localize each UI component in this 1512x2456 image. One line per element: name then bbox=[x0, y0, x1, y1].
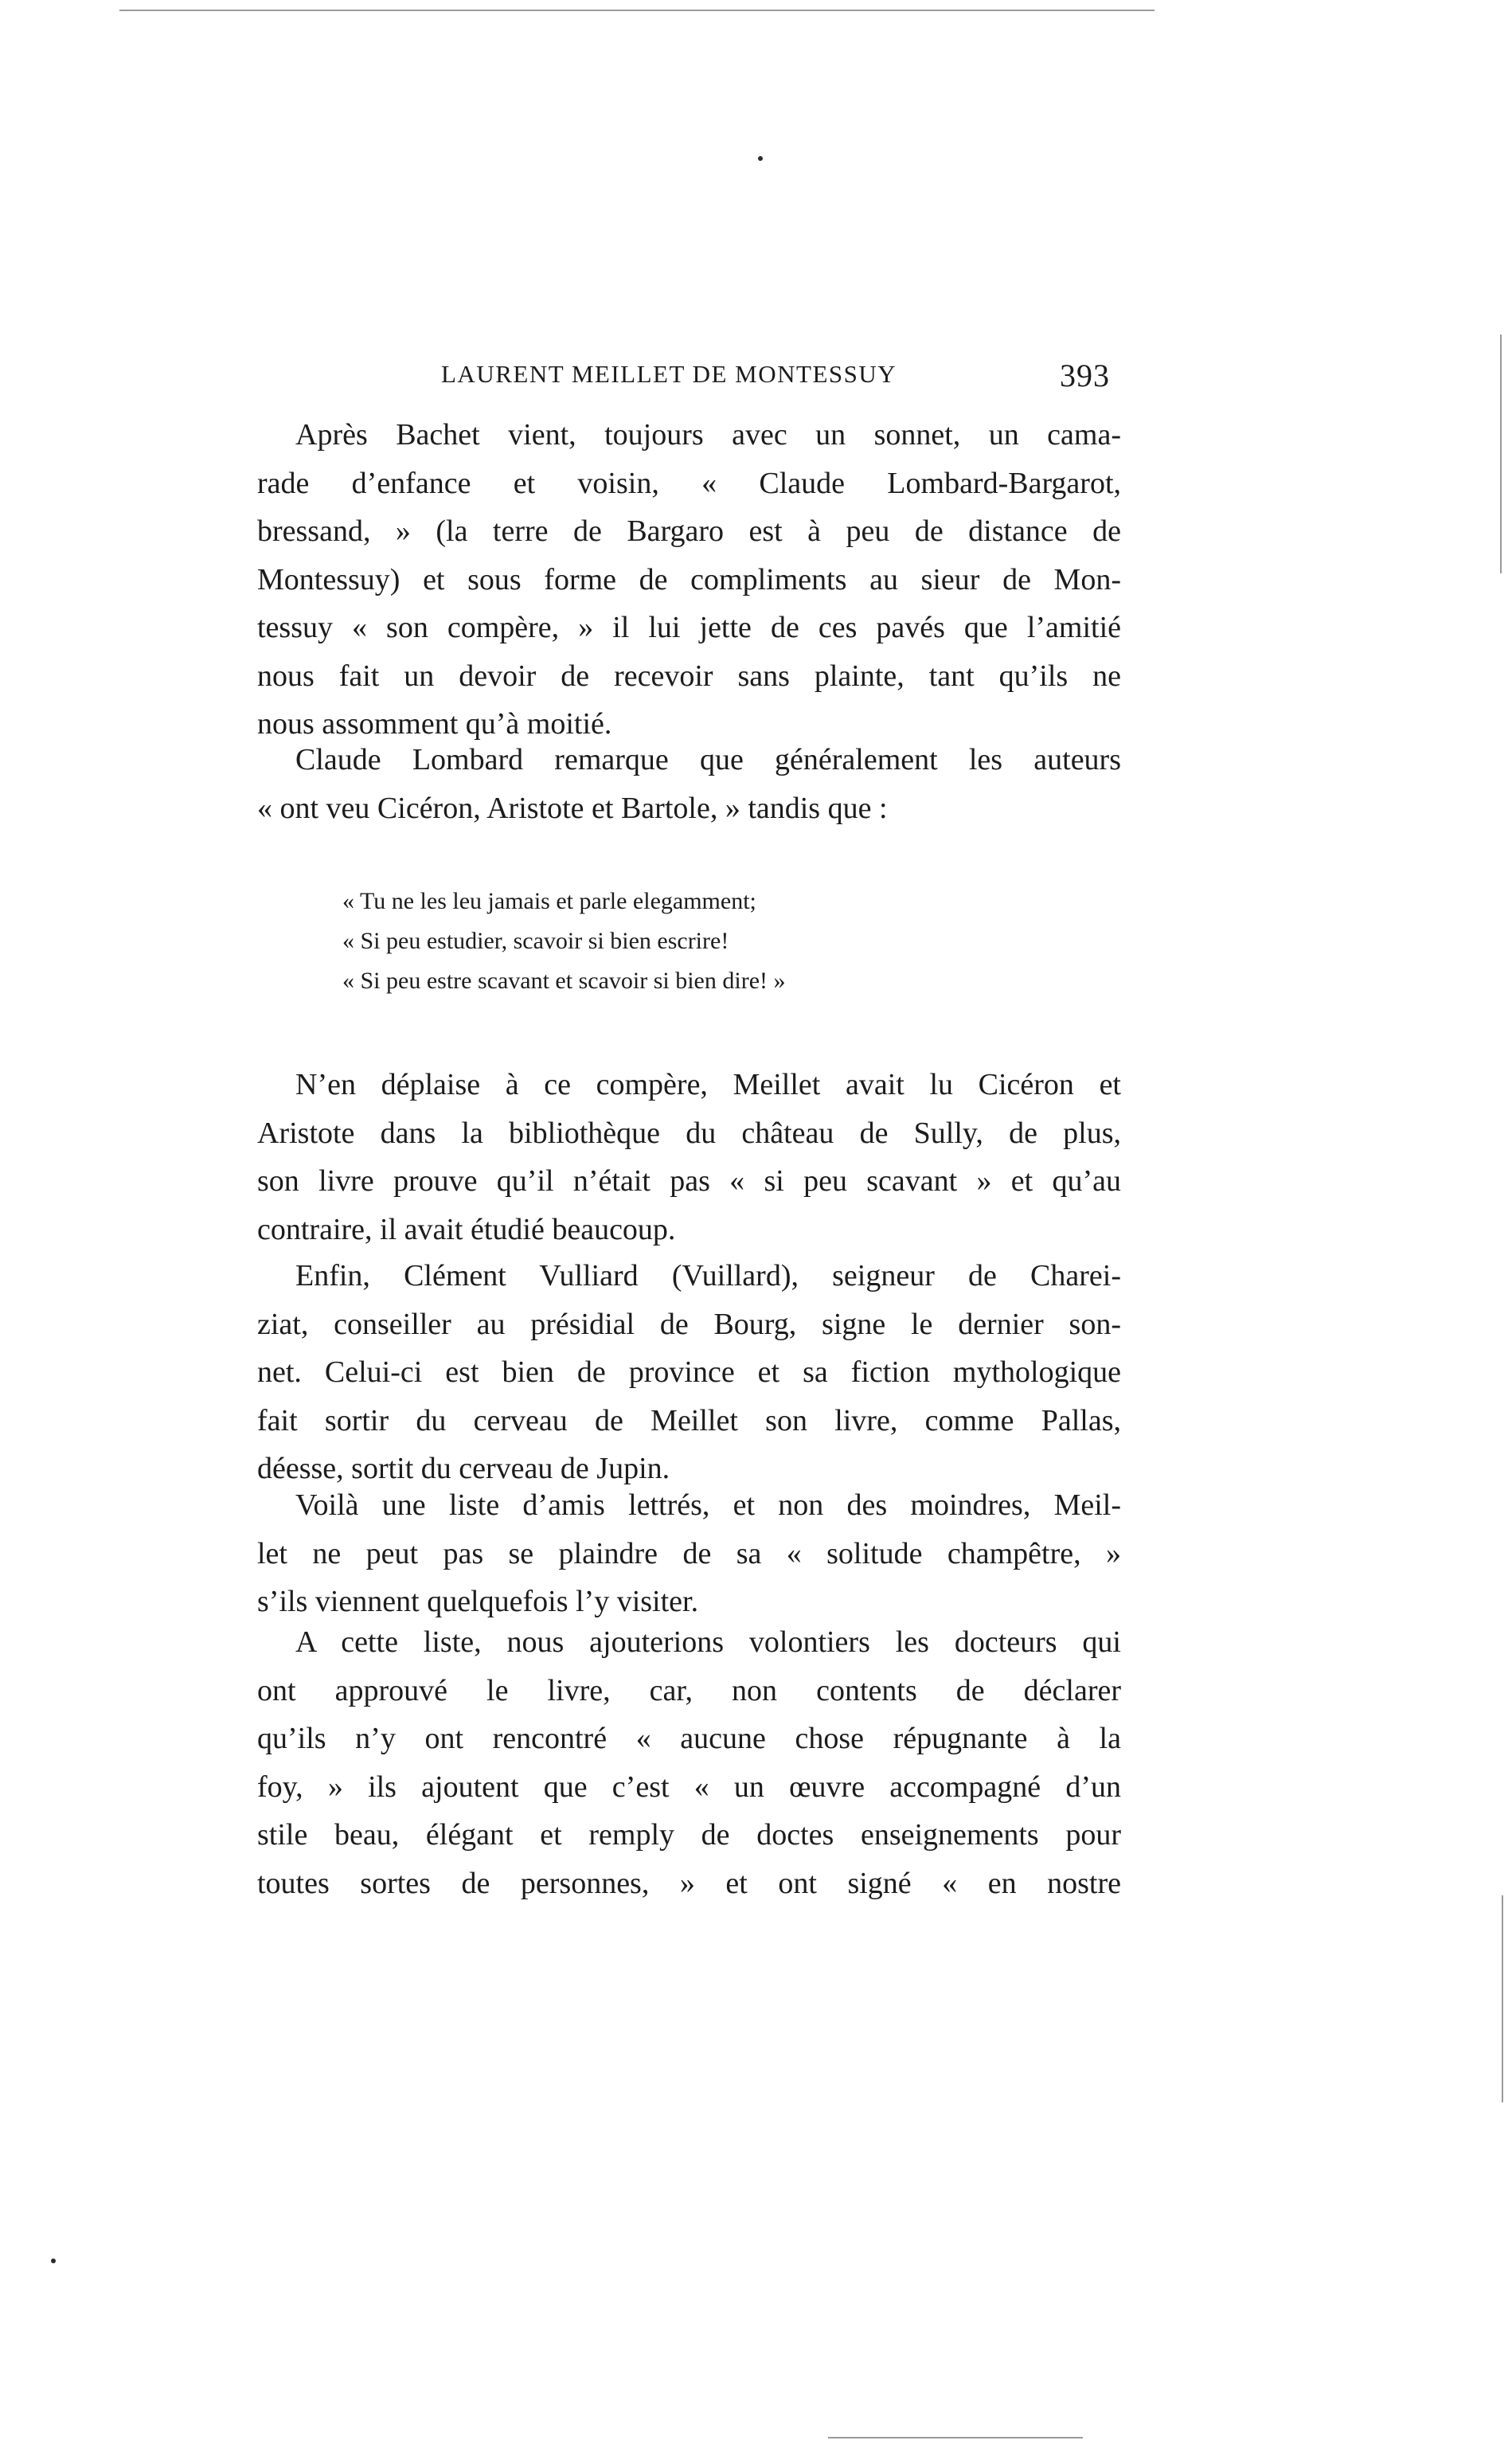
text-line: nous fait un devoir de recevoir sans plainte, tant qu’ils ne bbox=[257, 659, 1121, 693]
text-line: son livre prouve qu’il n’était pas « si peu scavant » et qu’au bbox=[257, 1164, 1121, 1198]
text-line: N’en déplaise à ce compère, Meillet avait lu Cicéron et bbox=[295, 1068, 1121, 1101]
scan-speck bbox=[758, 156, 763, 161]
running-header bbox=[441, 360, 1110, 400]
text-line: rade d’enfance et voisin, « Claude Lombard-Bargarot, bbox=[257, 466, 1121, 500]
paragraph bbox=[257, 1061, 1121, 1253]
scan-edge-right-lower bbox=[1502, 1895, 1503, 2102]
text-line: foy, » ils ajoutent que c’est « un œuvre accompagné d’un bbox=[257, 1770, 1121, 1804]
text-line: ziat, conseiller au présidial de Bourg, signe le dernier son- bbox=[257, 1307, 1121, 1341]
running-title: LAURENT MEILLET DE MONTESSUY bbox=[441, 360, 897, 388]
text-line: net. Celui-ci est bien de province et sa fiction mythologique bbox=[257, 1355, 1121, 1389]
text-line: Enfin, Clément Vulliard (Vuillard), seigneur de Charei- bbox=[295, 1259, 1121, 1293]
scan-edge-top bbox=[119, 10, 1155, 11]
text-line: A cette liste, nous ajouterions volontiers les docteurs qui bbox=[295, 1625, 1121, 1659]
text-line: toutes sortes de personnes, » et ont signé « en nostre bbox=[257, 1866, 1121, 1900]
text-line: Après Bachet vient, toujours avec un sonnet, un cama- bbox=[295, 418, 1121, 452]
paragraph bbox=[257, 1252, 1121, 1493]
verse-line: « Si peu estudier, scavoir si bien escrire! bbox=[342, 928, 729, 954]
text-line: déesse, sortit du cerveau de Jupin. bbox=[257, 1452, 670, 1485]
verse-line: « Tu ne les leu jamais et parle elegamment; bbox=[342, 888, 756, 914]
text-line: Voilà une liste d’amis lettrés, et non des moindres, Meil- bbox=[295, 1488, 1121, 1522]
scan-edge-bottom bbox=[828, 2437, 1083, 2438]
text-line: ont approuvé le livre, car, non contents de déclarer bbox=[257, 1673, 1121, 1707]
page-number: 393 bbox=[1060, 358, 1110, 393]
verse-quotation bbox=[342, 882, 1059, 1001]
text-line: nous assomment qu’à moitié. bbox=[257, 707, 612, 741]
text-line: qu’ils n’y ont rencontré « aucune chose répugnante à la bbox=[257, 1722, 1121, 1755]
text-line: Claude Lombard remarque que généralement les auteurs bbox=[295, 743, 1121, 776]
scan-edge-right bbox=[1500, 334, 1502, 573]
text-line: Montessuy) et sous forme de compliments au sieur de Mon- bbox=[257, 562, 1121, 596]
text-line: Aristote dans la bibliothèque du château de Sully, de plus, bbox=[257, 1116, 1121, 1150]
scan-speck bbox=[51, 2259, 56, 2263]
text-line: fait sortir du cerveau de Meillet son livre, comme Pallas, bbox=[257, 1403, 1121, 1437]
paragraph bbox=[257, 411, 1121, 749]
paragraph bbox=[257, 1618, 1121, 1907]
text-line: stile beau, élégant et remply de doctes enseignements pour bbox=[257, 1818, 1121, 1852]
text-line: « ont veu Cicéron, Aristote et Bartole, » tandis que : bbox=[257, 791, 888, 825]
paragraph bbox=[257, 1481, 1121, 1626]
text-line: let ne peut pas se plaindre de sa « solitude champêtre, » bbox=[257, 1536, 1121, 1570]
paragraph bbox=[257, 736, 1121, 832]
text-line: bressand, » (la terre de Bargaro est à peu de distance de bbox=[257, 514, 1121, 548]
text-line: s’ils viennent quelquefois l’y visiter. bbox=[257, 1585, 699, 1618]
text-line: tessuy « son compère, » il lui jette de ces pavés que l’amitié bbox=[257, 611, 1121, 644]
verse-line: « Si peu estre scavant et scavoir si bien dire! » bbox=[342, 968, 786, 994]
text-line: contraire, il avait étudié beaucoup. bbox=[257, 1212, 676, 1246]
